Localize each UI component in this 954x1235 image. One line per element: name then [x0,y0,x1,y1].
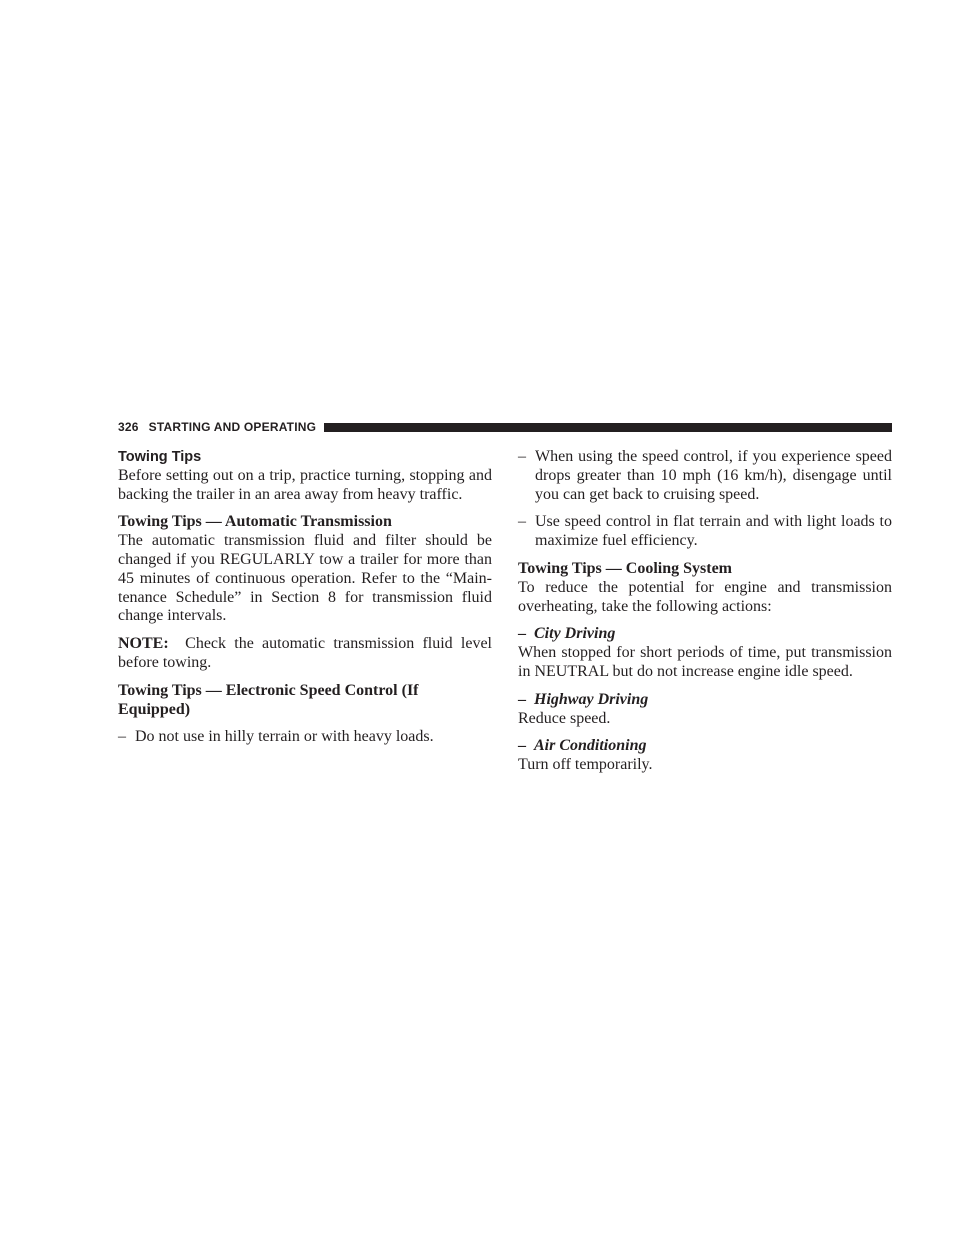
automatic-transmission-heading: Towing Tips — Automatic Transmission [118,513,392,531]
dash-bullet: – [518,690,526,708]
air-conditioning-body: Turn off temporarily. [518,756,653,774]
city-driving-heading [518,625,892,644]
city-driving-title: City Driving [534,625,616,643]
highway-driving-body: Reduce speed. [518,709,611,727]
cooling-system-body: To reduce the potential for engine and transmission overheating, take the following actions: [518,578,892,615]
list-item [118,728,492,747]
air-conditioning-heading [518,737,892,756]
list-item [518,513,892,551]
page-header [118,419,892,435]
highway-driving-heading [518,691,892,710]
page-number: 326 [118,420,139,434]
list-item-text: Use speed control in flat terrain and with light loads to maximize fuel efficiency. [535,513,892,550]
section-title: STARTING AND OPERATING [148,420,317,434]
towing-tips-heading: Towing Tips [118,449,202,465]
cooling-system-heading: Towing Tips — Cooling System [518,559,732,577]
right-column [518,448,892,775]
note-body: Check the automatic transmission fluid level before towing. [118,635,493,671]
dash-bullet: – [518,625,526,643]
city-driving-body: When stopped for short periods of time, put transmission in NEUTRAL but do not increase engine idle speed. [518,644,892,680]
dash-bullet: – [518,513,526,531]
towing-tips-body: Before setting out on a trip, practice turning, stopping and backing the trailer in an area away from heavy traffic. [118,466,492,503]
air-conditioning-title: Air Conditioning [534,737,647,755]
note-label: NOTE: [118,635,169,653]
list-item [518,448,892,504]
note-paragraph [118,635,492,673]
list-item-text: Do not use in hilly terrain or with heavy loads. [135,728,434,746]
automatic-transmission-body: The automatic transmission fluid and filter should be changed if you REGULARLY tow a trailer for more than 45 minutes of continuous operation. Refer to the “Maintenance Schedule” in Section 8 for transmission fluid change intervals. [118,532,492,625]
list-item-text: When using the speed control, if you experience speed drops greater than 10 mph (16 km/h), disengage until you can get back to cruising speed. [535,448,892,503]
left-column [118,448,492,747]
dash-bullet: – [118,728,126,746]
dash-bullet: – [518,737,526,755]
header-rule [324,423,892,432]
speed-control-heading: Towing Tips — Electronic Speed Control (If Equipped) [118,681,419,718]
highway-driving-title: Highway Driving [534,690,649,708]
dash-bullet: – [518,448,526,465]
